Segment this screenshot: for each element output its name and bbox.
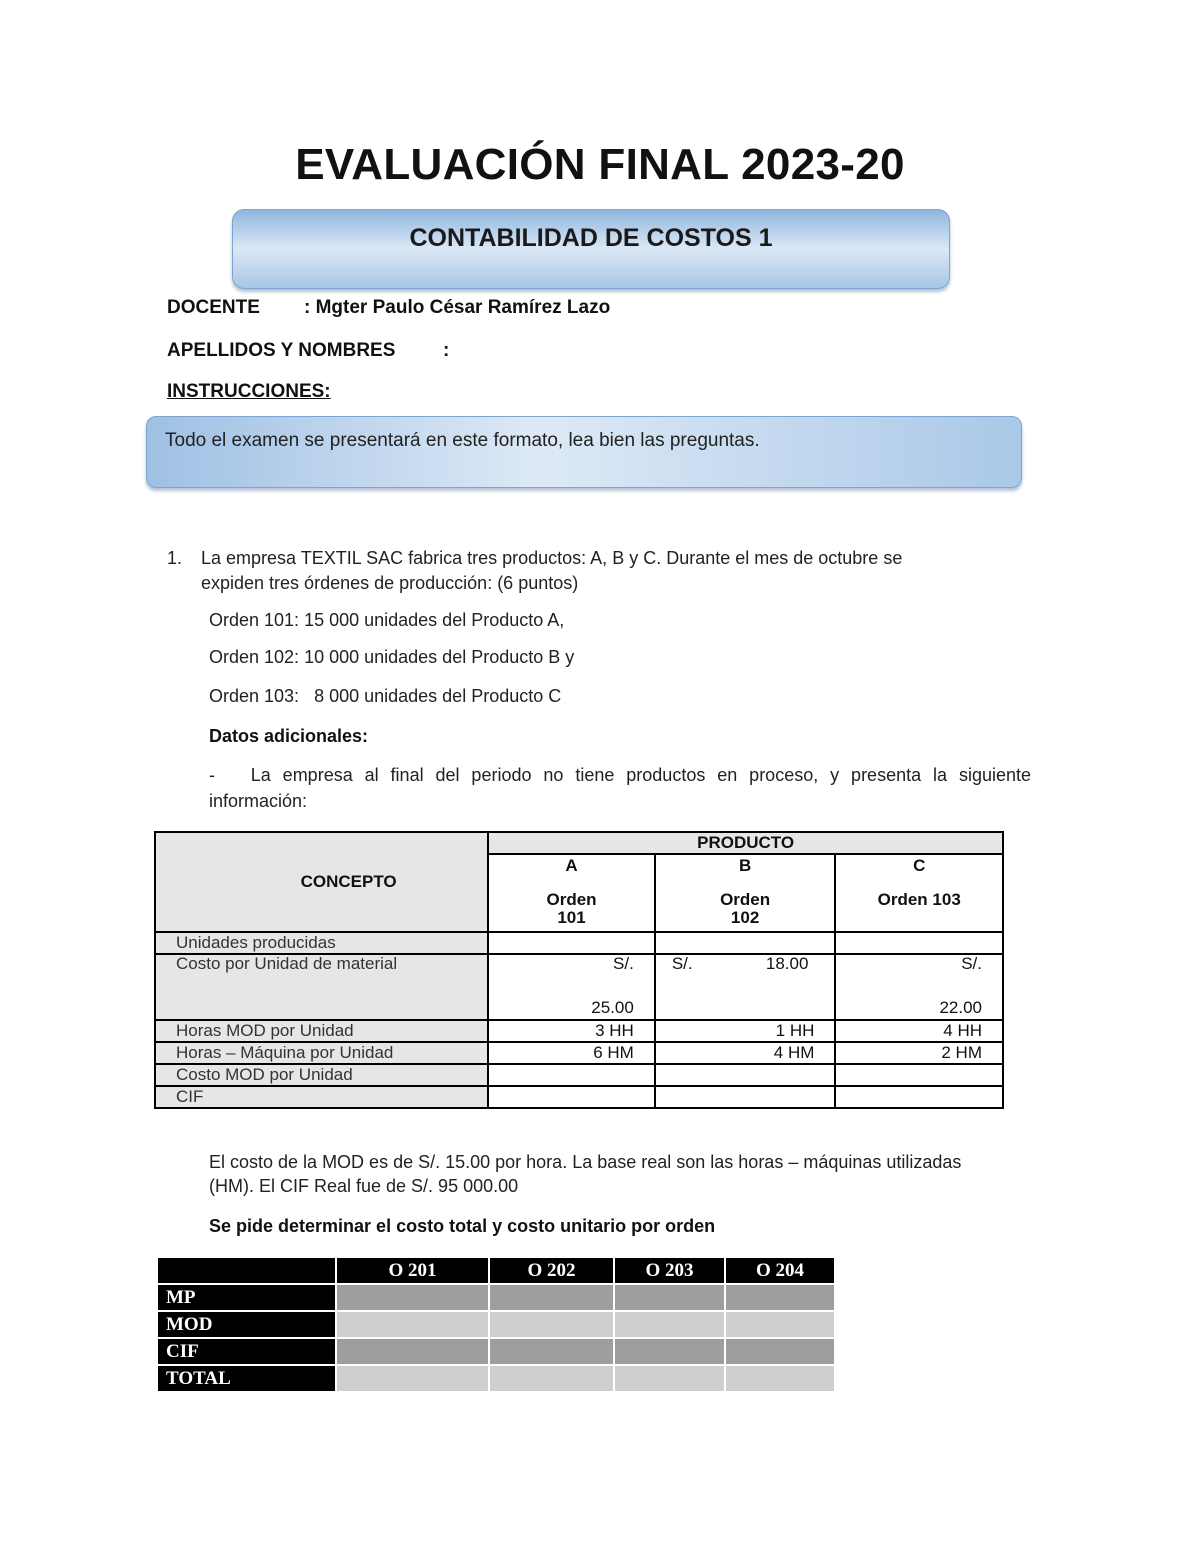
row-horas-maquina-label: Horas – Máquina por Unidad xyxy=(155,1042,488,1064)
instrucciones-label: INSTRUCCIONES: xyxy=(167,381,331,402)
unidades-a-cell xyxy=(488,932,655,954)
cost-cell xyxy=(725,1284,835,1311)
product-table xyxy=(154,831,1004,1109)
cost-cell xyxy=(725,1365,835,1392)
concepto-header-text: CONCEPTO xyxy=(300,872,397,891)
cost-row-cif-label: CIF xyxy=(157,1338,336,1365)
col-b-letter: B xyxy=(738,856,752,875)
material-c-cell xyxy=(835,954,1003,1020)
cost-header-o203: O 203 xyxy=(614,1257,725,1284)
question-number: 1. xyxy=(167,548,183,568)
cost-cell xyxy=(336,1338,489,1365)
col-a-orden: Orden xyxy=(546,890,597,909)
hm-c-cell: 2 HM xyxy=(835,1042,1003,1064)
col-a-letter: A xyxy=(565,856,578,875)
col-c-orden: Orden 103 xyxy=(877,890,961,909)
docente-field xyxy=(167,297,611,319)
col-b-header xyxy=(655,854,836,932)
unidades-b-cell xyxy=(655,932,836,954)
hh-c-cell: 4 HH xyxy=(835,1020,1003,1042)
cif-a-cell xyxy=(488,1086,655,1108)
cost-cell xyxy=(614,1284,725,1311)
datos-adicionales-label: Datos adicionales: xyxy=(209,726,369,746)
cost-row-mp-label: MP xyxy=(157,1284,336,1311)
cost-cell xyxy=(614,1365,725,1392)
cost-table xyxy=(156,1256,836,1393)
row-costo-material-label: Costo por Unidad de material xyxy=(155,954,488,1020)
material-c-value: 22.00 xyxy=(939,998,982,1017)
mod-info-line-1: El costo de la MOD es de S/. 15.00 por hora. La base real son las horas – máquinas utilizadas xyxy=(209,1152,962,1172)
cost-cell xyxy=(489,1311,614,1338)
material-b-value: 18.00 xyxy=(765,954,809,973)
col-b-orden: Orden xyxy=(720,890,771,909)
se-pide-heading: Se pide determinar el costo total y costo unitario por orden xyxy=(209,1216,716,1236)
order-101-line: Orden 101: 15 000 unidades del Producto A, xyxy=(209,610,565,630)
question-line-2: expiden tres órdenes de producción: (6 puntos) xyxy=(201,573,579,593)
row-cif-label: CIF xyxy=(155,1086,488,1108)
apellidos-field xyxy=(167,340,450,362)
cost-header-o204: O 204 xyxy=(725,1257,835,1284)
costo-mod-b-cell xyxy=(655,1064,836,1086)
apellidos-label: APELLIDOS Y NOMBRES xyxy=(167,340,396,361)
datos-line-2: información: xyxy=(209,791,308,811)
cif-b-cell xyxy=(655,1086,836,1108)
cost-cell xyxy=(336,1311,489,1338)
cost-cell xyxy=(725,1338,835,1365)
cost-cell xyxy=(336,1365,489,1392)
hm-a-cell: 6 HM xyxy=(488,1042,655,1064)
material-c-symbol: S/. xyxy=(961,954,982,973)
instructions-box xyxy=(146,416,1022,488)
material-b-symbol: S/. xyxy=(671,954,693,973)
row-horas-mod-label: Horas MOD por Unidad xyxy=(155,1020,488,1042)
cost-row-total-label: TOTAL xyxy=(157,1365,336,1392)
apellidos-value: : xyxy=(443,340,450,361)
col-b-num: 102 xyxy=(730,908,760,927)
cost-cell xyxy=(614,1338,725,1365)
docente-label: DOCENTE xyxy=(167,297,260,318)
order-102-line: Orden 102: 10 000 unidades del Producto B y xyxy=(209,647,575,667)
col-a-header xyxy=(488,854,655,932)
subject-title: CONTABILIDAD DE COSTOS 1 xyxy=(409,224,773,252)
col-c-header xyxy=(835,854,1003,932)
costo-mod-a-cell xyxy=(488,1064,655,1086)
hh-b-cell: 1 HH xyxy=(655,1020,836,1042)
row-unidades-label: Unidades producidas xyxy=(155,932,488,954)
cost-cell xyxy=(725,1311,835,1338)
mod-info-line-2: (HM). El CIF Real fue de S/. 95 000.00 xyxy=(209,1176,519,1196)
cost-cell xyxy=(336,1284,489,1311)
cost-row-mod-label: MOD xyxy=(157,1311,336,1338)
cost-cell xyxy=(489,1284,614,1311)
cost-cell xyxy=(614,1311,725,1338)
cif-c-cell xyxy=(835,1086,1003,1108)
col-c-letter: C xyxy=(913,856,926,875)
cost-header-o202: O 202 xyxy=(489,1257,614,1284)
material-a-cell xyxy=(488,954,655,1020)
producto-header xyxy=(488,832,1003,854)
subject-banner xyxy=(232,209,950,289)
cost-header-o201: O 201 xyxy=(336,1257,489,1284)
row-costo-mod-label: Costo MOD por Unidad xyxy=(155,1064,488,1086)
material-a-value: 25.00 xyxy=(591,998,634,1017)
order-103-line: Orden 103: 8 000 unidades del Producto C xyxy=(209,686,562,706)
costo-mod-c-cell xyxy=(835,1064,1003,1086)
unidades-c-cell xyxy=(835,932,1003,954)
hm-b-cell: 4 HM xyxy=(655,1042,836,1064)
material-b-cell xyxy=(655,954,836,1020)
col-a-num: 101 xyxy=(557,908,586,927)
instructions-text: Todo el examen se presentará en este formato, lea bien las preguntas. xyxy=(165,430,760,451)
docente-value: : Mgter Paulo César Ramírez Lazo xyxy=(304,297,611,318)
question-line-1: La empresa TEXTIL SAC fabrica tres productos: A, B y C. Durante el mes de octubre se xyxy=(201,548,903,568)
hh-a-cell: 3 HH xyxy=(488,1020,655,1042)
concepto-header xyxy=(155,832,488,932)
datos-line-1: - La empresa al final del periodo no tiene productos en proceso, y presenta la siguiente xyxy=(209,765,1031,785)
cost-table-corner xyxy=(157,1257,336,1284)
material-a-symbol: S/. xyxy=(613,954,634,973)
producto-header-text: PRODUCTO xyxy=(697,833,795,852)
exam-title: EVALUACIÓN FINAL 2023-20 xyxy=(295,140,905,189)
cost-cell xyxy=(489,1365,614,1392)
cost-cell xyxy=(489,1338,614,1365)
